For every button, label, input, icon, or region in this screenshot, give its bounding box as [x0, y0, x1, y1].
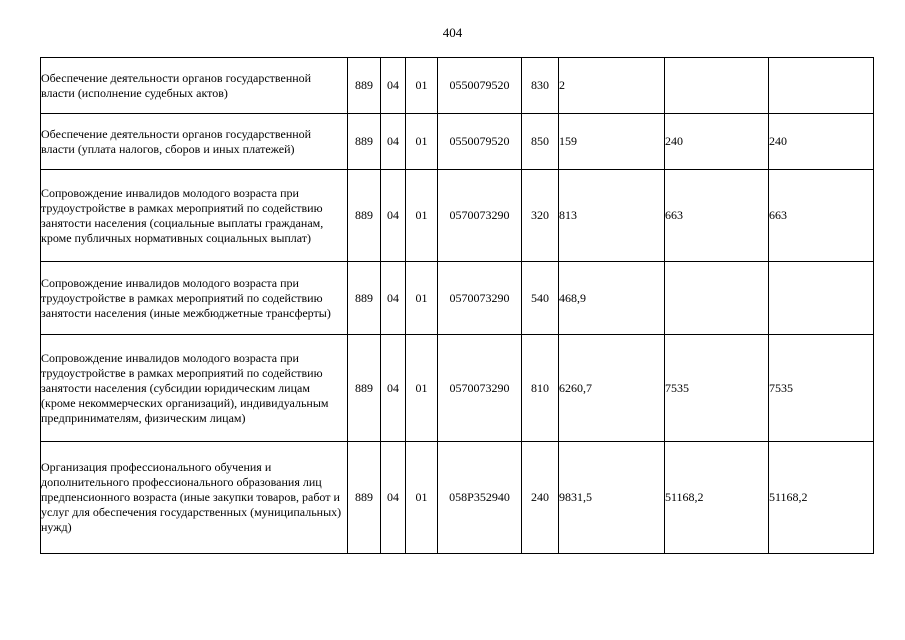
- row-name-cell: Обеспечение деятельности органов государственной власти (уплата налогов, сборов и иных платежей): [41, 114, 348, 170]
- subsection-cell: 01: [406, 170, 438, 262]
- expense-type-cell: 810: [522, 335, 559, 442]
- target-article-cell: 0550079520: [438, 114, 522, 170]
- amount-year2-cell: 51168,2: [665, 442, 769, 554]
- subsection-cell: 01: [406, 442, 438, 554]
- row-name-cell: Сопровождение инвалидов молодого возраста при трудоустройстве в рамках мероприятий по содействию занятости населения (субсидии юридическим лицам (кроме некоммерческих организаций), индивидуальным предпринимателям, физическим лицам): [41, 335, 348, 442]
- amount-year1-cell: 2: [559, 58, 665, 114]
- amount-year1-cell: 9831,5: [559, 442, 665, 554]
- target-article-cell: 0570073290: [438, 170, 522, 262]
- table-row: [41, 335, 874, 442]
- amount-year3-cell: 51168,2: [769, 442, 874, 554]
- grbs-cell: 889: [348, 335, 381, 442]
- amount-year3-cell: 240: [769, 114, 874, 170]
- expense-type-cell: 540: [522, 262, 559, 335]
- grbs-cell: 889: [348, 442, 381, 554]
- target-article-cell: 0570073290: [438, 262, 522, 335]
- section-cell: 04: [381, 58, 406, 114]
- amount-year1-cell: 813: [559, 170, 665, 262]
- target-article-cell: 0550079520: [438, 58, 522, 114]
- page-number: 404: [442, 25, 463, 40]
- table-row: [41, 442, 874, 554]
- amount-year1-cell: 159: [559, 114, 665, 170]
- section-cell: 04: [381, 262, 406, 335]
- row-name-cell: Организация профессионального обучения и дополнительного профессионального образования лиц предпенсионного возраста (иные закупки товаров, работ и услуг для обеспечения государственных (муниципальных) нужд): [41, 442, 348, 554]
- section-cell: 04: [381, 442, 406, 554]
- expense-type-cell: 850: [522, 114, 559, 170]
- table-row: [41, 262, 874, 335]
- amount-year1-cell: 6260,7: [559, 335, 665, 442]
- amount-year3-cell: [769, 58, 874, 114]
- grbs-cell: 889: [348, 170, 381, 262]
- target-article-cell: 058P352940: [438, 442, 522, 554]
- section-cell: 04: [381, 170, 406, 262]
- row-name-cell: Сопровождение инвалидов молодого возраста при трудоустройстве в рамках мероприятий по содействию занятости населения (иные межбюджетные трансферты): [41, 262, 348, 335]
- subsection-cell: 01: [406, 335, 438, 442]
- amount-year2-cell: [665, 58, 769, 114]
- amount-year1-cell: 468,9: [559, 262, 665, 335]
- amount-year2-cell: 7535: [665, 335, 769, 442]
- subsection-cell: 01: [406, 58, 438, 114]
- table-row: [41, 170, 874, 262]
- subsection-cell: 01: [406, 114, 438, 170]
- amount-year2-cell: 240: [665, 114, 769, 170]
- section-cell: 04: [381, 114, 406, 170]
- target-article-cell: 0570073290: [438, 335, 522, 442]
- subsection-cell: 01: [406, 262, 438, 335]
- amount-year3-cell: 7535: [769, 335, 874, 442]
- expense-type-cell: 830: [522, 58, 559, 114]
- amount-year2-cell: 663: [665, 170, 769, 262]
- amount-year3-cell: 663: [769, 170, 874, 262]
- expense-type-cell: 320: [522, 170, 559, 262]
- table-row: [41, 114, 874, 170]
- amount-year2-cell: [665, 262, 769, 335]
- amount-year3-cell: [769, 262, 874, 335]
- row-name-cell: Сопровождение инвалидов молодого возраста при трудоустройстве в рамках мероприятий по содействию занятости населения (социальные выплаты гражданам, кроме публичных нормативных социальных выплат): [41, 170, 348, 262]
- section-cell: 04: [381, 335, 406, 442]
- expense-type-cell: 240: [522, 442, 559, 554]
- grbs-cell: 889: [348, 262, 381, 335]
- grbs-cell: 889: [348, 114, 381, 170]
- budget-table: [40, 57, 874, 554]
- row-name-cell: Обеспечение деятельности органов государственной власти (исполнение судебных актов): [41, 58, 348, 114]
- table-row: [41, 58, 874, 114]
- grbs-cell: 889: [348, 58, 381, 114]
